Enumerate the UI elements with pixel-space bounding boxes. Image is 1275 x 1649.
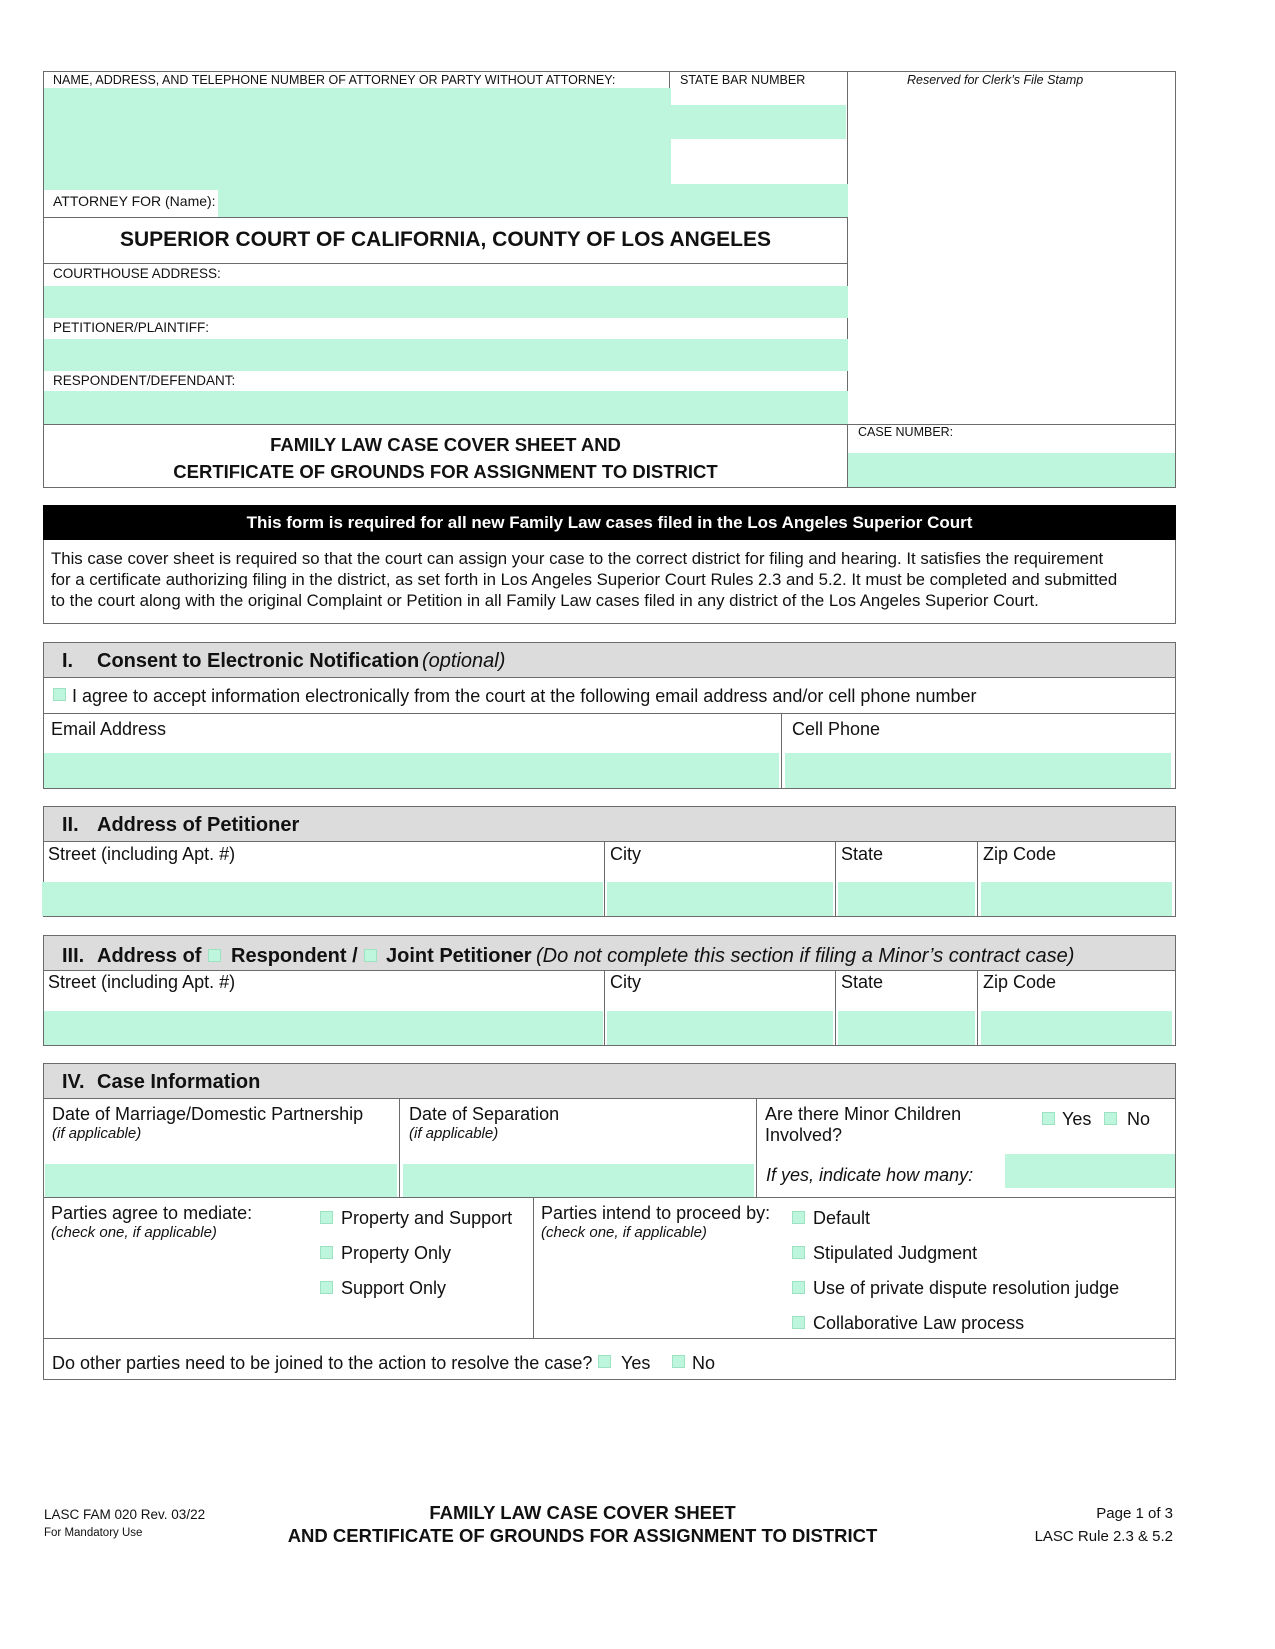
respondent-street-input[interactable] [44, 1011, 603, 1045]
footer-page: Page 1 of 3 [1096, 1505, 1173, 1522]
joint-petitioner-checkbox[interactable] [364, 949, 377, 962]
respondent-city-field[interactable] [607, 1011, 833, 1045]
respondent-zip-label: Zip Code [983, 972, 1057, 992]
notice-line-2: for a certificate authorizing filing in the district, as set forth in Los Angeles Superior Court Rules 2.3 and 5.2. It must be completed and submitted [51, 570, 1118, 589]
joint-petitioner-option-label: Joint Petitioner [386, 945, 532, 967]
form-title-line1: FAMILY LAW CASE COVER SHEET AND [270, 434, 621, 455]
section-3-number: III. [62, 945, 85, 967]
respondent-label: RESPONDENT/DEFENDANT: [53, 373, 236, 388]
clerk-stamp-label: Reserved for Clerk’s File Stamp [907, 73, 1084, 87]
petitioner-state-label: State [841, 844, 884, 864]
section-1-title: Consent to Electronic Notification [97, 650, 420, 672]
proceed-option-label: Default [813, 1208, 871, 1228]
petitioner-zip-field[interactable] [981, 882, 1172, 916]
cell-phone-input[interactable] [785, 753, 1171, 788]
marriage-date-field[interactable] [45, 1164, 397, 1197]
section-2-number: II. [62, 814, 79, 836]
footer-mandatory: For Mandatory Use [44, 1527, 143, 1539]
petitioner-street-input[interactable] [42, 882, 603, 916]
petitioner-input[interactable] [44, 339, 848, 371]
attorney-for-input[interactable] [218, 184, 848, 217]
minor-children-no-label: No [1127, 1109, 1151, 1129]
petitioner-field[interactable] [44, 339, 848, 371]
consent-text: I agree to accept information electronically from the court at the following email address and/or cell phone number [72, 686, 977, 706]
respondent-zip-input[interactable] [981, 1011, 1172, 1045]
cell-phone-field[interactable] [785, 753, 1171, 788]
joined-yes-checkbox[interactable] [598, 1355, 611, 1368]
mediate-option-label: Property and Support [341, 1208, 513, 1228]
mediate-label: Parties agree to mediate: [51, 1203, 253, 1223]
petitioner-state-field[interactable] [838, 882, 975, 916]
notice-line-3: to the court along with the original Complaint or Petition in all Family Law cases filed in any district of the Los Angeles Superior Court. [51, 591, 1039, 610]
email-field[interactable] [44, 753, 779, 788]
attorney-for-label: ATTORNEY FOR (Name): [53, 193, 216, 209]
separation-date-sub: (if applicable) [409, 1125, 499, 1142]
respondent-option-label: Respondent / [231, 945, 358, 967]
mediate-option-checkbox[interactable] [320, 1281, 333, 1294]
proceed-option-label: Stipulated Judgment [813, 1243, 978, 1263]
petitioner-city-input[interactable] [607, 882, 833, 916]
mediate-option-checkbox[interactable] [320, 1246, 333, 1259]
state-bar-label: STATE BAR NUMBER [680, 73, 806, 87]
email-input[interactable] [44, 753, 779, 788]
proceed-option-label: Use of private dispute resolution judge [813, 1278, 1120, 1298]
section-3-title-prefix: Address of [97, 945, 202, 967]
separation-date-label: Date of Separation [409, 1104, 560, 1124]
email-label: Email Address [51, 719, 167, 739]
case-number-input[interactable] [848, 453, 1175, 487]
respondent-city-input[interactable] [607, 1011, 833, 1045]
mediate-option-label: Property Only [341, 1243, 452, 1263]
marriage-date-label: Date of Marriage/Domestic Partnership [52, 1104, 364, 1124]
form-title-line2: CERTIFICATE OF GROUNDS FOR ASSIGNMENT TO DISTRICT [173, 461, 718, 482]
respondent-state-input[interactable] [838, 1011, 975, 1045]
respondent-state-label: State [841, 972, 884, 992]
how-many-field[interactable] [1005, 1154, 1175, 1188]
separation-date-field[interactable] [403, 1164, 754, 1197]
notice-banner-text: This form is required for all new Family Law cases filed in the Los Angeles Superior Court [246, 513, 973, 532]
how-many-input[interactable] [1005, 1154, 1175, 1188]
courthouse-field[interactable] [44, 286, 848, 318]
proceed-label: Parties intend to proceed by: [541, 1203, 771, 1223]
minor-children-yes-label: Yes [1062, 1109, 1092, 1129]
petitioner-street-field[interactable] [42, 882, 603, 916]
joined-no-label: No [692, 1353, 716, 1373]
respondent-checkbox[interactable] [208, 949, 221, 962]
respondent-field[interactable] [44, 391, 848, 424]
respondent-street-field[interactable] [44, 1011, 603, 1045]
mediate-option-checkbox[interactable] [320, 1211, 333, 1224]
respondent-zip-field[interactable] [981, 1011, 1172, 1045]
proceed-option-checkbox[interactable] [792, 1211, 805, 1224]
section-2-title: Address of Petitioner [97, 814, 300, 836]
joined-question: Do other parties need to be joined to the action to resolve the case? [52, 1353, 593, 1373]
section-4-number: IV. [62, 1071, 85, 1093]
minor-children-no-checkbox[interactable] [1104, 1112, 1117, 1125]
section-4-title: Case Information [97, 1071, 261, 1093]
separation-date-input[interactable] [403, 1164, 754, 1197]
petitioner-zip-input[interactable] [981, 882, 1172, 916]
mediate-option-label: Support Only [341, 1278, 447, 1298]
attorney-info-field[interactable] [44, 88, 671, 190]
respondent-input[interactable] [44, 391, 848, 424]
marriage-date-sub: (if applicable) [52, 1125, 142, 1142]
section-1-number: I. [62, 650, 74, 672]
petitioner-city-field[interactable] [607, 882, 833, 916]
petitioner-city-label: City [610, 844, 641, 864]
respondent-state-field[interactable] [838, 1011, 975, 1045]
case-number-label: CASE NUMBER: [858, 425, 954, 439]
petitioner-state-input[interactable] [838, 882, 975, 916]
petitioner-label: PETITIONER/PLAINTIFF: [53, 320, 210, 335]
marriage-date-input[interactable] [45, 1164, 397, 1197]
minor-children-yes-checkbox[interactable] [1042, 1112, 1055, 1125]
footer-form-id: LASC FAM 020 Rev. 03/22 [44, 1507, 206, 1522]
footer-rule: LASC Rule 2.3 & 5.2 [1034, 1528, 1173, 1545]
petitioner-zip-label: Zip Code [983, 844, 1057, 864]
how-many-label: If yes, indicate how many: [766, 1165, 974, 1185]
notice-line-1: This case cover sheet is required so that the court can assign your case to the correct district for filing and hearing. It satisfies the requirement [51, 549, 1104, 568]
minor-children-label-2: Involved? [765, 1125, 843, 1145]
proceed-option-checkbox[interactable] [792, 1316, 805, 1329]
proceed-sub: (check one, if applicable) [541, 1224, 707, 1241]
state-bar-input[interactable] [670, 105, 846, 139]
attorney-label: NAME, ADDRESS, AND TELEPHONE NUMBER OF ATTORNEY OR PARTY WITHOUT ATTORNEY: [53, 73, 616, 87]
petitioner-street-label: Street (including Apt. #) [48, 844, 236, 864]
footer-title-2: AND CERTIFICATE OF GROUNDS FOR ASSIGNMENT TO DISTRICT [287, 1525, 878, 1546]
minor-children-label-1: Are there Minor Children [765, 1104, 962, 1124]
section-1-optional: (optional) [422, 650, 506, 672]
proceed-option-checkbox[interactable] [792, 1246, 805, 1259]
proceed-option-label: Collaborative Law process [813, 1313, 1025, 1333]
footer-title-1: FAMILY LAW CASE COVER SHEET [429, 1502, 736, 1523]
mediate-sub: (check one, if applicable) [51, 1224, 217, 1241]
respondent-city-label: City [610, 972, 641, 992]
state-bar-field[interactable] [670, 105, 846, 139]
joined-no-checkbox[interactable] [672, 1355, 685, 1368]
proceed-option-checkbox[interactable] [792, 1281, 805, 1294]
section-3-note: (Do not complete this section if filing a Minor’s contract case) [536, 945, 1075, 967]
court-name: SUPERIOR COURT OF CALIFORNIA, COUNTY OF LOS ANGELES [119, 228, 772, 251]
joined-yes-label: Yes [621, 1353, 651, 1373]
courthouse-label: COURTHOUSE ADDRESS: [53, 266, 221, 281]
consent-checkbox[interactable] [53, 688, 66, 701]
courthouse-input[interactable] [44, 286, 848, 318]
case-number-field[interactable] [848, 453, 1175, 487]
attorney-info-input[interactable] [44, 88, 671, 190]
respondent-street-label: Street (including Apt. #) [48, 972, 236, 992]
cell-phone-label: Cell Phone [792, 719, 881, 739]
attorney-for-field[interactable] [218, 184, 848, 217]
